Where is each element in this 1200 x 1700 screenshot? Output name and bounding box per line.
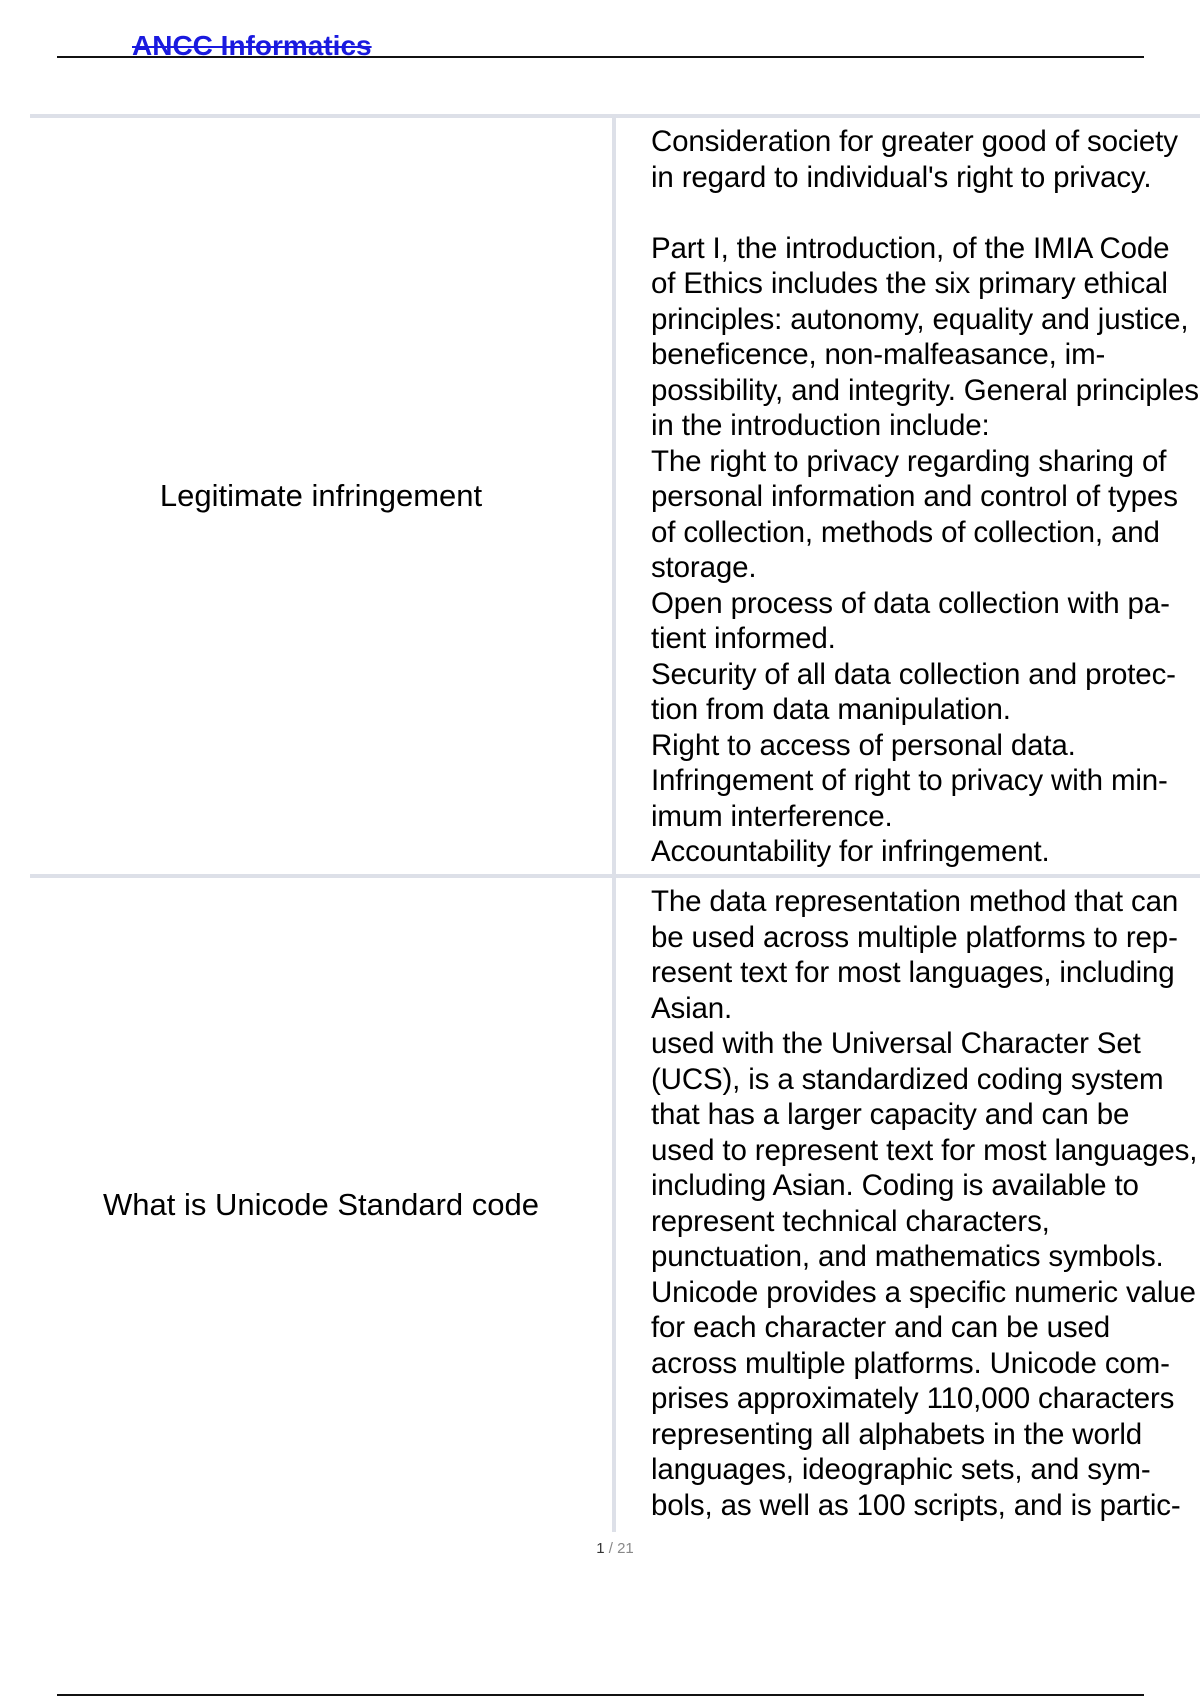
page-number <box>0 1540 1200 1557</box>
card-term: Legitimate infringement <box>159 478 483 513</box>
definition-paragraph: Accountability for infringement. <box>651 835 1050 868</box>
definition-paragraph: Consideration for greater good of society in regard to individual's right to privacy. <box>651 125 1178 194</box>
definition-paragraph: Security of all data collection and protection from data manipulation. <box>651 657 1176 726</box>
footer-rule <box>57 1694 1144 1696</box>
flashcard-table <box>30 114 1200 1532</box>
definition-paragraph: used with the Universal Character Set (UCS), is a standardized coding system that has a larger capacity and can be used to represent text for most languages, including Asian. Coding is available to represent technical characters, punctuation, and mathematics symbols. Unicode provides a specific numeric value for each character and can be used across multiple platforms. Unicode comprises approximately 110,000 characters representing all alphabets in the world languages, ideographic sets, and symbols, as well as 100 scripts, and is partic- <box>651 1027 1198 1522</box>
definition-paragraph: Part I, the introduction, of the IMIA Code of Ethics includes the six primary ethical principles: autonomy, equality and justice, beneficence, non-malfeasance, impossibility, and integrity. General principles in the introduction include: <box>651 231 1199 442</box>
definition-paragraph: The right to privacy regarding sharing of personal information and control of types of collection, methods of collection, and storage. <box>651 444 1178 584</box>
document-title: ANCC Informatics <box>132 30 372 61</box>
card-definition <box>612 878 1200 1532</box>
definition-paragraph: Infringement of right to privacy with minimum interference. <box>651 764 1168 833</box>
total-pages: 21 <box>617 1540 634 1557</box>
definition-paragraph: Right to access of personal data. <box>651 728 1076 762</box>
flashcard-row <box>30 114 1200 874</box>
current-page: 1 <box>596 1540 605 1557</box>
card-definition <box>612 118 1200 874</box>
page-separator: / <box>608 1540 613 1557</box>
definition-paragraph: The data representation method that can be used across multiple platforms to represent text for most languages, including Asian. <box>651 885 1179 1025</box>
card-term: What is Unicode Standard code <box>103 1187 539 1222</box>
flashcard-row <box>30 874 1200 1532</box>
definition-paragraph: Open process of data collection with patient informed. <box>651 586 1170 655</box>
